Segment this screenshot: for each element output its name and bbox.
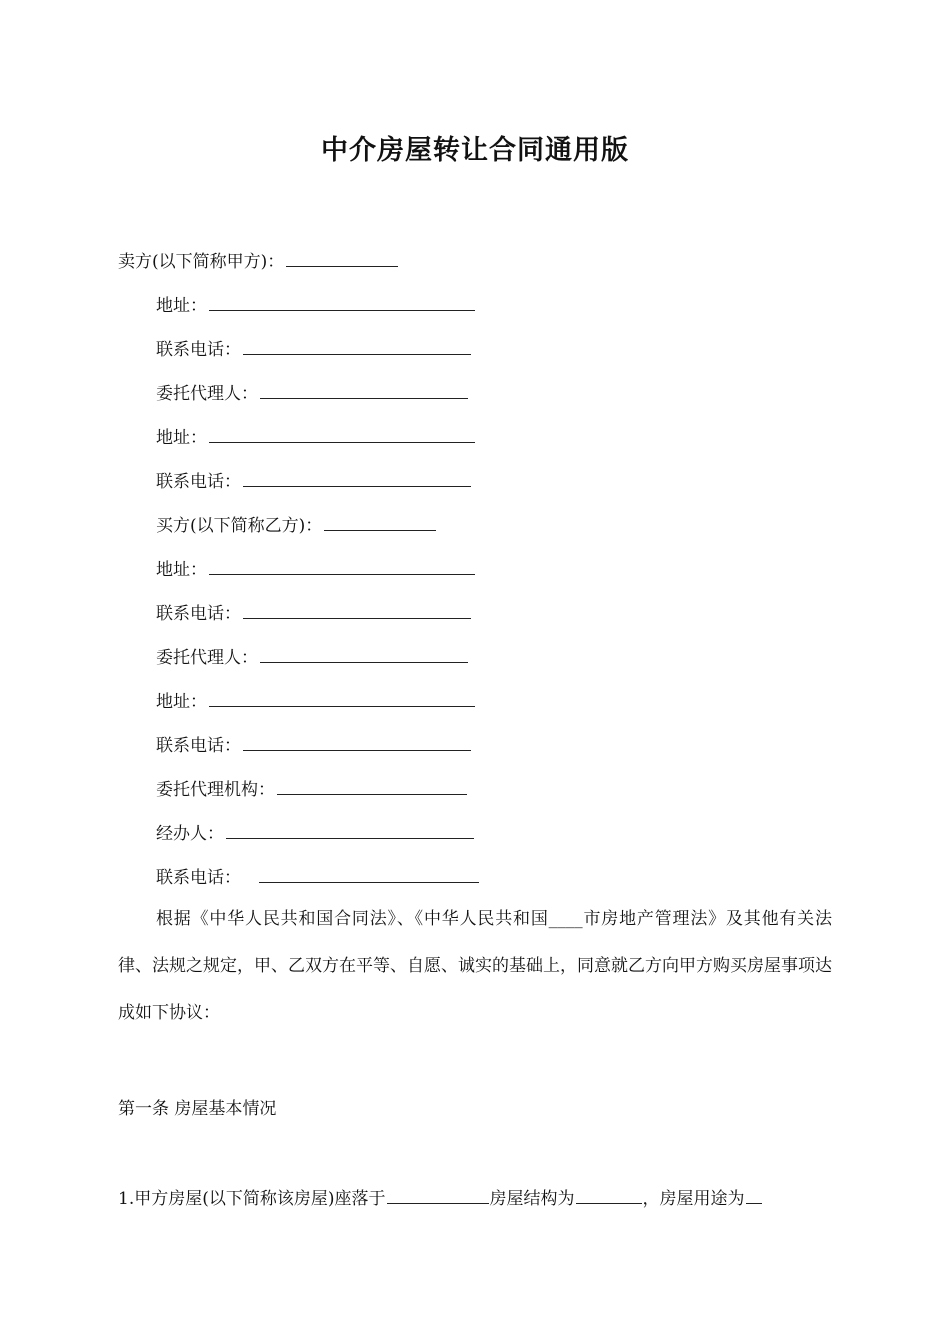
field-buyer-agent-phone — [156, 732, 471, 758]
field-seller-agent — [156, 380, 468, 406]
field-handler — [156, 820, 474, 846]
fill-blank[interactable] — [209, 556, 475, 575]
field-buyer-agent — [156, 644, 468, 670]
field-label: 地址： — [156, 428, 207, 448]
intro-paragraph: 根据《中华人民共和国合同法》、《中华人民共和国____市房地产管理法》及其他有关法律、法规之规定，甲、乙双方在平等、自愿、诚实的基础上，同意就乙方向甲方购买房屋事项达成如下协议： — [118, 909, 832, 1023]
field-label: 联系电话： — [156, 736, 241, 756]
field-label: 联系电话： — [156, 472, 241, 492]
article-one-item-one — [118, 1185, 762, 1211]
fill-blank[interactable] — [324, 512, 436, 531]
field-seller-phone — [156, 336, 471, 362]
field-handler-phone — [156, 864, 479, 890]
fill-blank[interactable] — [226, 820, 474, 839]
field-buyer-agent-address — [156, 688, 475, 714]
field-seller-agent-phone — [156, 468, 471, 494]
field-buyer — [156, 512, 436, 538]
item-text: 房屋结构为 — [489, 1189, 575, 1209]
field-label: 联系电话： — [156, 340, 241, 360]
field-label: 地址： — [156, 692, 207, 712]
fill-blank[interactable] — [209, 424, 475, 443]
fill-blank[interactable] — [277, 776, 467, 795]
fill-blank[interactable] — [576, 1185, 642, 1204]
field-label: 卖方(以下简称甲方)： — [118, 252, 285, 272]
item-text: 1.甲方房屋(以下简称该房屋)座落于 — [118, 1189, 386, 1209]
field-label: 委托代理人： — [156, 648, 258, 668]
field-label: 委托代理机构： — [156, 780, 275, 800]
fill-blank[interactable] — [387, 1185, 489, 1204]
fill-blank[interactable] — [209, 292, 475, 311]
document-title: 中介房屋转让合同通用版 — [321, 135, 629, 166]
article-one-heading: 第一条 房屋基本情况 — [118, 1099, 277, 1119]
fill-blank[interactable] — [243, 600, 471, 619]
fill-blank[interactable] — [243, 468, 471, 487]
fill-blank[interactable] — [286, 248, 398, 267]
field-label: 地址： — [156, 560, 207, 580]
field-label: 委托代理人： — [156, 384, 258, 404]
fill-blank[interactable] — [260, 644, 468, 663]
fill-blank[interactable] — [243, 336, 471, 355]
fill-blank[interactable] — [243, 732, 471, 751]
field-label: 买方(以下简称乙方)： — [156, 516, 323, 536]
field-label: 地址： — [156, 296, 207, 316]
field-buyer-address — [156, 556, 475, 582]
field-label: 联系电话： — [156, 604, 241, 624]
item-text: ，房屋用途为 — [642, 1189, 745, 1209]
field-label: 联系电话： — [156, 868, 241, 888]
fill-blank[interactable] — [259, 864, 479, 883]
fill-blank[interactable] — [260, 380, 468, 399]
fill-blank[interactable] — [209, 688, 475, 707]
field-seller — [118, 248, 398, 274]
field-label: 经办人： — [156, 824, 224, 844]
field-buyer-phone — [156, 600, 471, 626]
field-seller-address — [156, 292, 475, 318]
fill-blank[interactable] — [746, 1185, 762, 1204]
field-agency — [156, 776, 467, 802]
field-seller-agent-address — [156, 424, 475, 450]
